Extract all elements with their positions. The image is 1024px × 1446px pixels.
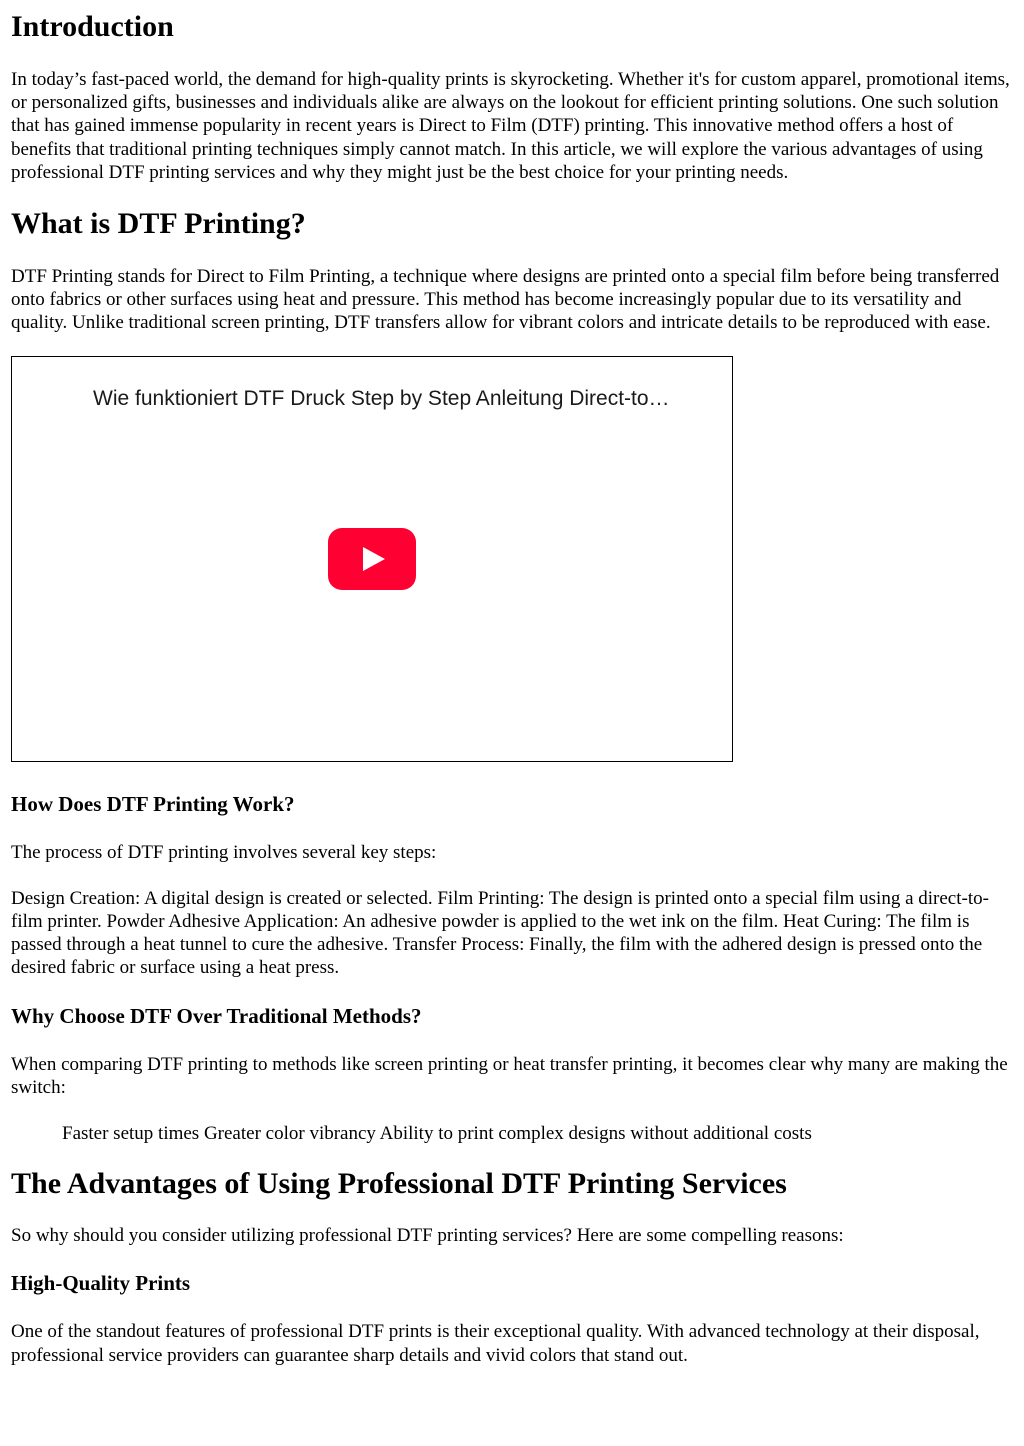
list-item: Faster setup times Greater color vibrancy Ability to print complex designs without additional costs (62, 1123, 812, 1145)
paragraph-how-intro: The process of DTF printing involves several key steps: (11, 841, 437, 863)
heading-introduction: Introduction (11, 10, 174, 43)
paragraph-why-choose-dtf: When comparing DTF printing to methods like screen printing or heat transfer printing, it becomes clear why many are making the switch: (11, 1053, 1008, 1098)
paragraph-what-is-dtf: DTF Printing stands for Direct to Film Printing, a technique where designs are printed onto a special film before being transferred onto fabrics or other surfaces using heat and pressure. This method has become increasingly popular due to its versatility and quality. Unlike traditional screen printing, DTF transfers allow for vibrant colors and intricate details to be reproduced with ease. (11, 266, 1000, 334)
video-title[interactable]: Wie funktioniert DTF Druck Step by Step Anleitung Direct-to… (93, 386, 670, 410)
paragraph-introduction: In today’s fast-paced world, the demand for high-quality prints is skyrocketing. Whether it's for custom apparel, promotional items, or personalized gifts, businesses and individuals alike are always on the lookout for efficient printing solutions. One such solution that has gained immense popularity in recent years is Direct to Film (DTF) printing. This innovative method offers a host of benefits that traditional printing techniques simply cannot match. In this article, we will explore the various advantages of using professional DTF printing services and why they might just be the best choice for your printing needs. (11, 69, 1010, 183)
heading-high-quality-prints: High-Quality Prints (11, 1271, 191, 1296)
paragraph-advantages: So why should you consider utilizing professional DTF printing services? Here are some compelling reasons: (11, 1225, 844, 1247)
paragraph-high-quality-prints: One of the standout features of professional DTF prints is their exceptional quality. With advanced technology at their disposal, professional service providers can guarantee sharp details and vivid colors that stand out. (11, 1321, 980, 1366)
heading-what-is-dtf: What is DTF Printing? (11, 207, 306, 241)
play-button[interactable] (328, 528, 416, 590)
list-benefits (11, 1122, 1013, 1145)
paragraph-how-steps: Design Creation: A digital design is created or selected. Film Printing: The design is printed onto a special film using a direct-to-film printer. Powder Adhesive Application: An adhesive powder is applied to the wet ink on the film. Heat Curing: The film is passed through a heat tunnel to cure the adhesive. Transfer Process: Finally, the film with the adhered design is pressed onto the desired fabric or surface using a heat press. (11, 887, 989, 979)
heading-why-choose-dtf: Why Choose DTF Over Traditional Methods? (11, 1003, 422, 1028)
video-embed[interactable] (11, 356, 733, 762)
heading-advantages: The Advantages of Using Professional DTF Printing Services (11, 1167, 787, 1201)
play-icon (363, 547, 385, 571)
heading-how-does-dtf-work: How Does DTF Printing Work? (11, 791, 295, 816)
